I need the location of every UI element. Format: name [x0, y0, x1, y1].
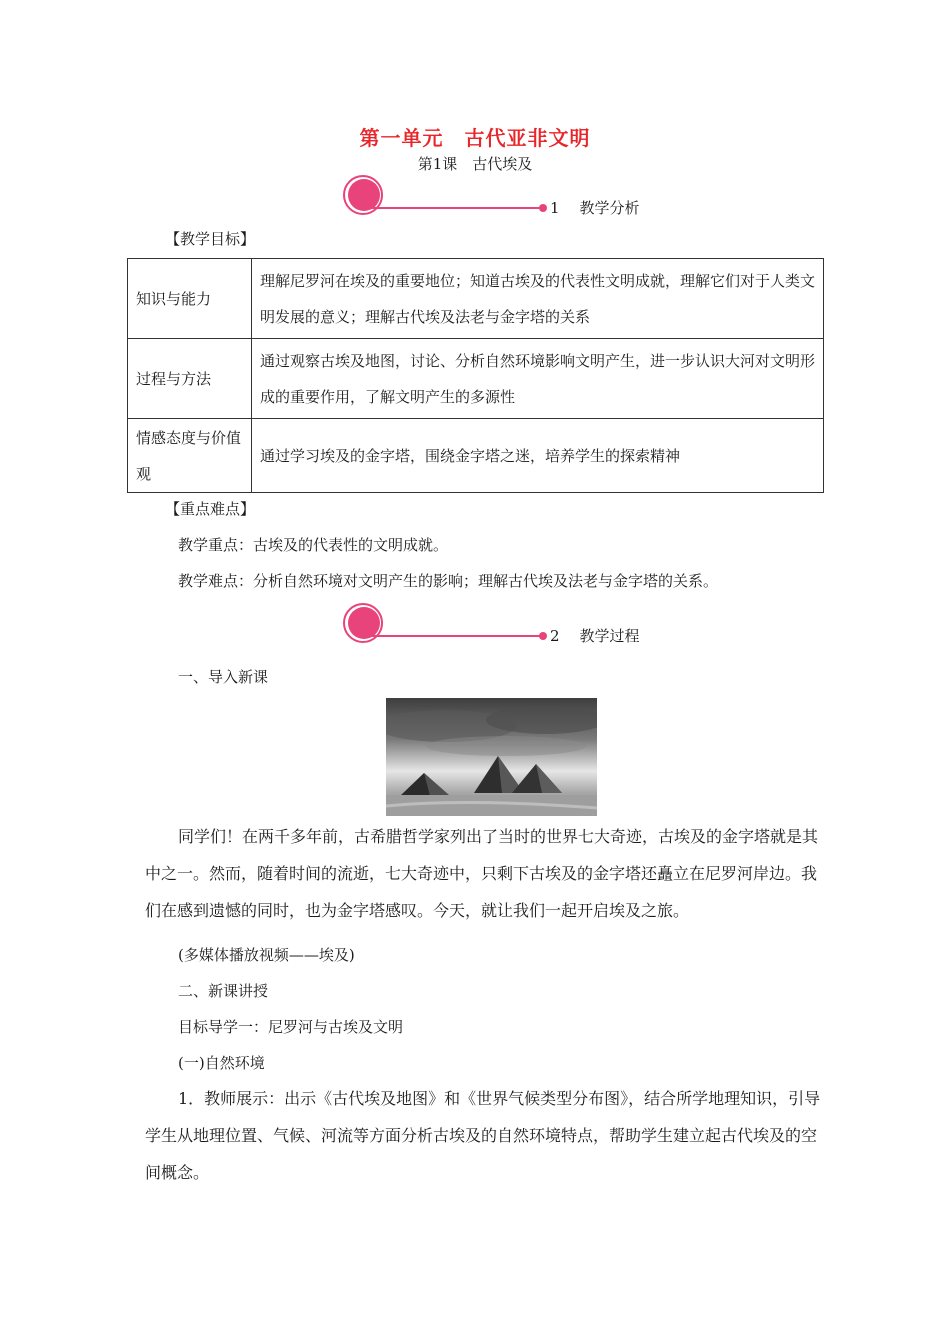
- goal-text: 通过学习埃及的金字塔，围绕金字塔之迷，培养学生的探索精神: [252, 419, 824, 493]
- goal-text: 通过观察古埃及地图，讨论、分析自然环境影响文明产生，进一步认识大河对文明形成的重要作用，了解文明产生的多源性: [252, 339, 824, 419]
- section-header-process: [343, 603, 663, 653]
- goal-one-heading: 目标导学一：尼罗河与古埃及文明: [178, 1018, 404, 1036]
- goal-text: 理解尼罗河在埃及的重要地位；知道古埃及的代表性文明成就，理解它们对于人类文明发展的意义；理解古代埃及法老与金字塔的关系: [252, 259, 824, 339]
- goal-key: 知识与能力: [128, 259, 252, 339]
- step-one-paragraph: 1．教师展示：出示《古代埃及地图》和《世界气候类型分布图》，结合所学地理知识，引导学生从地理位置、气候、河流等方面分析古埃及的自然环境特点，帮助学生建立起古代埃及的空间概念。: [145, 1089, 821, 1182]
- section-header-analysis: [343, 175, 663, 225]
- divider-line: [363, 207, 541, 209]
- goals-heading: 【教学目标】: [165, 230, 256, 248]
- natural-environment-heading: (一)自然环境: [178, 1054, 265, 1072]
- unit-title: 第一单元 古代亚非文明: [359, 126, 591, 150]
- keypoints-heading: 【重点难点】: [165, 500, 256, 518]
- teaching-focus: 教学重点：古埃及的代表性的文明成就。: [178, 536, 449, 554]
- table-row: [128, 419, 824, 493]
- lesson-title: 第1课 古代埃及: [417, 155, 533, 173]
- media-note: (多媒体播放视频——埃及): [178, 946, 355, 964]
- section-label: 教学过程: [579, 627, 640, 645]
- pyramids-image: [386, 698, 597, 816]
- intro-paragraph: 同学们！在两千多年前，古希腊哲学家列出了当时的世界七大奇迹，古埃及的金字塔就是其中之一。然而，随着时间的流逝，七大奇迹中，只剩下古埃及的金字塔还矗立在尼罗河岸边。我们在感到遗憾的同时，也为金字塔感叹。今天，就让我们一起开启埃及之旅。: [145, 827, 819, 920]
- section-label: 教学分析: [579, 199, 640, 217]
- section-number: 2: [550, 627, 560, 645]
- dot-icon: [539, 632, 547, 640]
- intro-heading: 一、导入新课: [178, 668, 269, 686]
- new-lesson-heading: 二、新课讲授: [178, 982, 269, 1000]
- section-number: 1: [550, 199, 560, 217]
- teaching-goals-table: [127, 258, 824, 493]
- goal-key: 情感态度与价值观: [128, 419, 252, 493]
- dot-icon: [539, 204, 547, 212]
- table-row: [128, 339, 824, 419]
- pyramids-illustration: [386, 698, 597, 816]
- divider-line: [363, 635, 541, 637]
- teaching-difficulty: 教学难点：分析自然环境对文明产生的影响；理解古代埃及法老与金字塔的关系。: [178, 572, 719, 590]
- goal-key: 过程与方法: [128, 339, 252, 419]
- table-row: [128, 259, 824, 339]
